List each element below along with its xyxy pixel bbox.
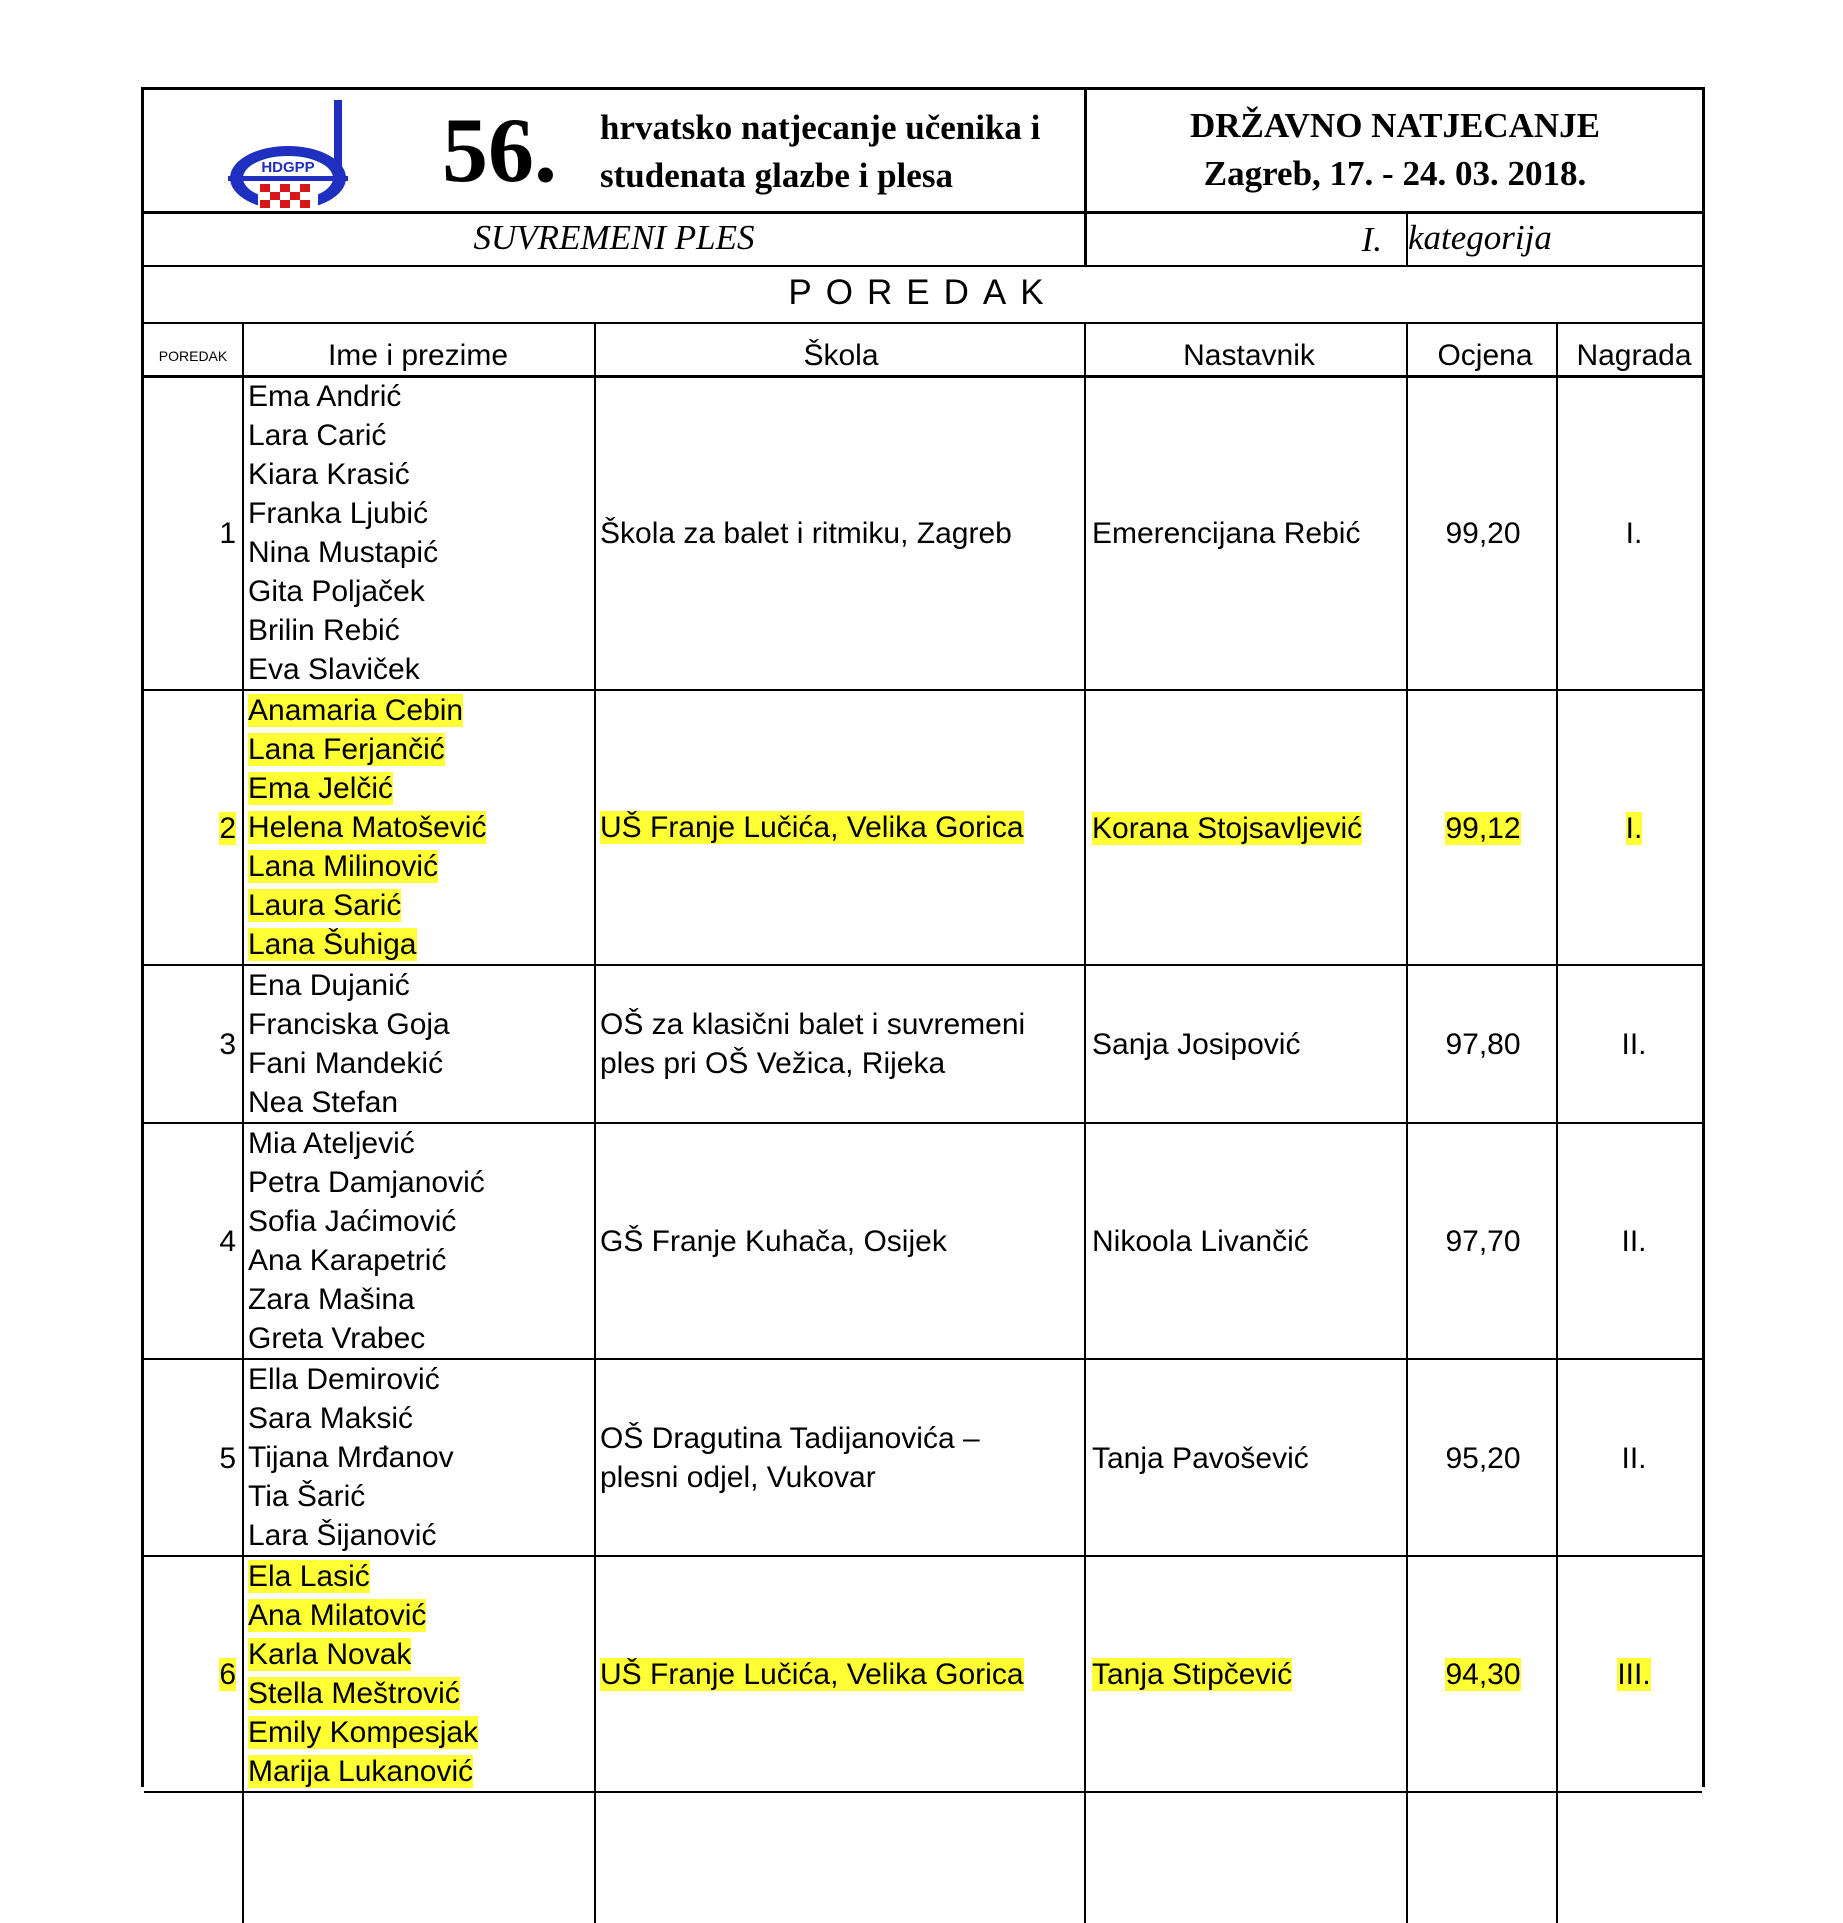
award-value: I. [1625,517,1643,550]
divider [1406,323,1408,1923]
rank-cell [144,1222,236,1261]
teacher-cell [1092,1439,1309,1478]
award-value: II. [1621,1028,1647,1061]
school-name: Škola za balet i ritmiku, Zagreb [600,516,1012,550]
school-name: UŠ Franje Lučića, Velika Gorica [600,811,1024,844]
rank-value: 6 [219,1658,236,1691]
participant-name: Kiara Krasić [248,458,410,491]
competition-name: DRŽAVNO NATJECANJE [1189,106,1600,145]
logo-text: HDGPP [261,159,315,176]
rank-value: 5 [219,1441,236,1475]
school-cell [600,1655,1024,1694]
participant-name: Ela Lasić [248,1560,370,1593]
teacher-name: Sanja Josipović [1092,1028,1301,1061]
grade-cell [1410,514,1556,553]
col-header-rank: POREDAK [158,348,228,364]
names-cell [248,966,450,1122]
teacher-cell [1092,514,1360,553]
participant-name: Petra Damjanović [248,1166,485,1199]
participant-name: Emily Kompesjak [248,1716,479,1749]
edition-number: 56. [442,99,557,201]
rank-cell [144,809,236,848]
grade-value: 97,70 [1445,1225,1521,1258]
competition-dates: Zagreb, 17. - 24. 03. 2018. [1203,154,1587,193]
participant-name: Tijana Mrđanov [248,1441,454,1474]
participant-name: Franka Ljubić [248,497,429,530]
participant-name: Gita Poljaček [248,575,425,608]
category-roman: I. [1361,220,1382,259]
rank-cell [144,1655,236,1694]
grade-value: 99,12 [1445,811,1521,845]
names-cell [248,1124,485,1358]
school-cell [600,1419,980,1497]
names-cell [248,691,486,964]
rank-cell [144,514,236,553]
award-cell [1560,1655,1708,1694]
category-label: kategorija [1408,218,1552,257]
participant-name: Sara Maksić [248,1402,414,1435]
participant-name: Greta Vrabec [248,1322,426,1355]
teacher-cell [1092,1222,1309,1261]
participant-name: Stella Meštrović [248,1677,460,1710]
title-line-2: studenata glazbe i plesa [600,156,953,195]
school-name: UŠ Franje Lučića, Velika Gorica [600,1657,1024,1691]
names-cell [248,377,438,689]
participant-name: Helena Matošević [248,811,487,844]
rank-value: 3 [219,1028,236,1061]
participant-name: Sofia Jaćimović [248,1205,457,1238]
participant-name: Ana Milatović [248,1599,427,1632]
award-value: II. [1621,1441,1647,1475]
teacher-cell [1092,1655,1292,1694]
teacher-cell [1092,809,1362,848]
participant-name: Zara Mašina [248,1283,415,1316]
participant-name: Ella Demirović [248,1363,440,1396]
participant-name: Tia Šarić [248,1480,366,1513]
divider [144,211,1702,214]
rank-cell [144,1439,236,1478]
grade-cell [1410,1025,1556,1064]
divider [144,265,1702,267]
participant-name: Brilin Rebić [248,614,400,647]
divider [594,323,596,1923]
participant-name: Ema Andrić [248,380,402,413]
grade-cell [1410,1439,1556,1478]
divider [1084,90,1087,267]
col-header-grade: Ocjena [1437,339,1533,372]
school-name: ples pri OŠ Vežica, Rijeka [600,1047,946,1080]
school-cell [600,514,1012,553]
divider [1406,213,1408,267]
participant-name: Nea Stefan [248,1086,399,1119]
award-cell [1560,809,1708,848]
grade-cell [1410,1222,1556,1261]
section-title: POREDAK [788,273,1058,312]
award-cell [1560,1222,1708,1261]
teacher-cell [1092,1025,1300,1064]
participant-name: Marija Lukanović [248,1755,474,1788]
participant-name: Ana Karapetrić [248,1244,447,1277]
school-name: OŠ za klasični balet i suvremeni [600,1008,1026,1041]
award-value: III. [1617,1658,1651,1691]
school-cell [600,808,1024,847]
school-name: GŠ Franje Kuhača, Osijek [600,1224,947,1258]
grade-value: 94,30 [1445,1658,1521,1691]
divider [144,322,1702,324]
participant-name: Lana Šuhiga [248,928,417,961]
col-header-teacher: Nastavnik [1183,339,1315,372]
rank-value: 1 [219,517,236,550]
participant-name: Franciska Goja [248,1008,450,1041]
rank-value: 4 [219,1225,236,1258]
participant-name: Lara Carić [248,419,387,452]
participant-name: Lana Milinović [248,850,439,883]
hdgpp-logo [222,100,372,216]
participant-name: Karla Novak [248,1638,412,1671]
grade-value: 95,20 [1445,1441,1521,1475]
divider [1556,323,1558,1923]
participant-name: Anamaria Cebin [248,694,464,727]
award-cell [1560,1439,1708,1478]
school-cell [600,1005,1025,1083]
participant-name: Fani Mandekić [248,1047,444,1080]
row-divider [144,1791,1702,1793]
grade-value: 99,20 [1445,517,1521,550]
participant-name: Ena Dujanić [248,969,410,1002]
participant-name: Ema Jelčić [248,772,394,805]
award-cell [1560,514,1708,553]
award-cell [1560,1025,1708,1064]
teacher-name: Nikoola Livančić [1092,1225,1309,1258]
participant-name: Nina Mustapić [248,536,439,569]
award-value: I. [1625,811,1643,845]
school-name: plesni odjel, Vukovar [600,1460,876,1494]
teacher-name: Tanja Stipčević [1092,1658,1293,1691]
award-value: II. [1621,1225,1647,1258]
title-line-1: hrvatsko natjecanje učenika i [600,108,1041,147]
names-cell [248,1557,478,1791]
results-sheet [141,87,1705,1787]
school-name: OŠ Dragutina Tadijanovića – [600,1421,980,1455]
discipline-label: SUVREMENI PLES [473,218,755,257]
grade-cell [1410,809,1556,848]
names-cell [248,1360,454,1555]
col-header-award: Nagrada [1576,339,1692,372]
grade-value: 97,80 [1445,1028,1521,1061]
participant-name: Eva Slaviček [248,653,420,686]
divider [1084,323,1086,1923]
school-cell [600,1222,947,1261]
participant-name: Lana Ferjančić [248,733,445,766]
participant-name: Lara Šijanović [248,1519,437,1552]
teacher-name: Tanja Pavošević [1092,1441,1309,1475]
participant-name: Mia Ateljević [248,1127,415,1160]
grade-cell [1410,1655,1556,1694]
rank-value: 2 [219,811,236,845]
divider [242,323,244,1923]
participant-name: Laura Sarić [248,889,402,922]
col-header-name: Ime i prezime [327,339,509,372]
rank-cell [144,1025,236,1064]
teacher-name: Emerencijana Rebić [1092,517,1361,550]
col-header-school: Škola [803,339,879,372]
teacher-name: Korana Stojsavljević [1092,811,1363,845]
